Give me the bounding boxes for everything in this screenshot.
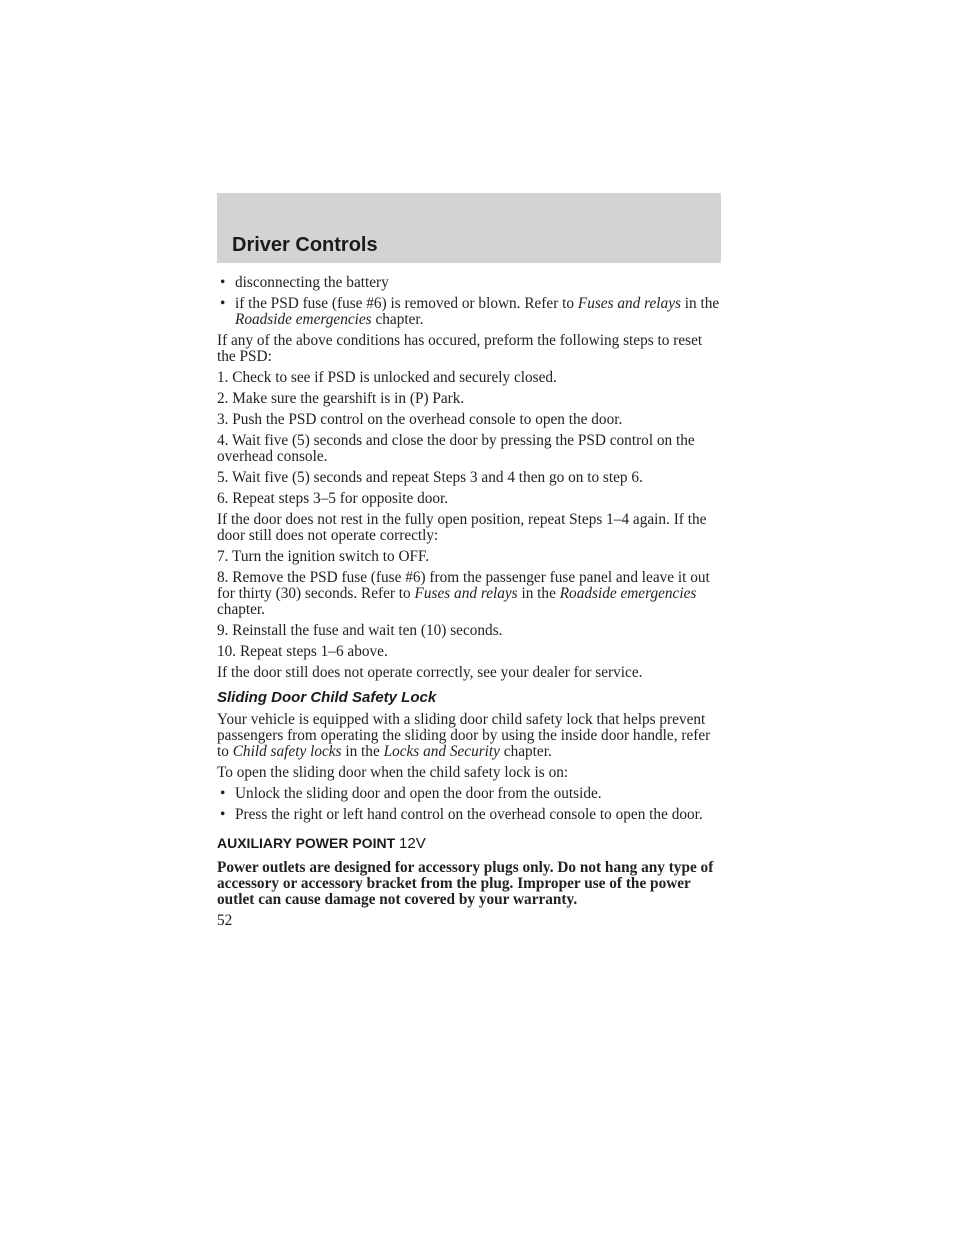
dealer-note: If the door still does not operate correctly, see your dealer for service. (217, 664, 643, 681)
page-number: 52 (217, 912, 233, 929)
retry-note: If the door does not rest in the fully open position, repeat Steps 1–4 again. If the door still does not operate correctly: (217, 511, 707, 544)
child-lock-paragraph (217, 712, 721, 760)
child-lock-heading: Sliding Door Child Safety Lock (217, 689, 437, 706)
bullet-text-pre: if the PSD fuse (fuse #6) is removed or blown. Refer to (235, 295, 578, 312)
voltage-symbol: 12V (399, 835, 426, 852)
aux-power-title: AUXILIARY POWER POINT (217, 835, 396, 851)
bullet-glyph: • (220, 274, 226, 291)
step-4: 4. Wait five (5) seconds and close the door by pressing the PSD control on the overhead console. (217, 432, 695, 465)
section-title: Driver Controls (232, 234, 378, 256)
bullet-text: disconnecting the battery (235, 274, 389, 291)
step-8-post: chapter. (217, 601, 265, 618)
intro-paragraph: If any of the above conditions has occured, preform the following steps to reset the PSD: (217, 332, 703, 365)
cross-reference: Locks and Security (383, 743, 500, 760)
warning-paragraph: Power outlets are designed for accessory plugs only. Do not hang any type of accessory or accessory bracket from the plug. Improper use of the power outlet can cause damage not covered by your warranty. (217, 859, 714, 908)
list-item (217, 275, 721, 291)
step-8-pre: 8. Remove the PSD fuse (fuse #6) from the passenger fuse panel and leave it out for thirty (30) seconds. Refer to (217, 569, 710, 602)
list-item (217, 786, 721, 802)
cross-reference: Fuses and relays (414, 585, 518, 602)
section-header-band (217, 193, 721, 263)
page-content (217, 275, 721, 934)
cross-reference: Roadside emergencies (559, 585, 697, 602)
child-lock-mid: in the (341, 743, 384, 760)
cross-reference: Fuses and relays (577, 295, 681, 312)
bullet-text-mid: in the (680, 295, 720, 312)
bullet-glyph: • (220, 295, 226, 312)
step-2: 2. Make sure the gearshift is in (P) Park. (217, 390, 465, 407)
step-8 (217, 570, 721, 618)
cross-reference: Child safety locks (232, 743, 342, 760)
bullet-text: Press the right or left hand control on the overhead console to open the door. (235, 806, 703, 823)
bullet-text: Unlock the sliding door and open the door from the outside. (235, 785, 602, 802)
aux-power-heading (217, 835, 721, 852)
bullet-text-post: chapter. (371, 311, 424, 328)
list-item (217, 807, 721, 823)
step-3: 3. Push the PSD control on the overhead console to open the door. (217, 411, 623, 428)
child-lock-post: chapter. (499, 743, 552, 760)
cross-reference: Roadside emergencies (235, 311, 372, 328)
child-lock-pre: Your vehicle is equipped with a sliding door child safety lock that helps prevent passengers from operating the sliding door by using the inside door handle, refer to (217, 711, 711, 760)
step-5: 5. Wait five (5) seconds and repeat Steps 3 and 4 then go on to step 6. (217, 469, 643, 486)
step-8-mid: in the (517, 585, 560, 602)
step-10: 10. Repeat steps 1–6 above. (217, 643, 388, 660)
bullet-glyph: • (220, 806, 226, 823)
list-item (217, 296, 721, 328)
bullet-glyph: • (220, 785, 226, 802)
child-lock-open-intro: To open the sliding door when the child safety lock is on: (217, 764, 569, 781)
step-6: 6. Repeat steps 3–5 for opposite door. (217, 490, 449, 507)
step-7: 7. Turn the ignition switch to OFF. (217, 548, 430, 565)
step-1: 1. Check to see if PSD is unlocked and securely closed. (217, 369, 557, 386)
step-9: 9. Reinstall the fuse and wait ten (10) seconds. (217, 622, 503, 639)
